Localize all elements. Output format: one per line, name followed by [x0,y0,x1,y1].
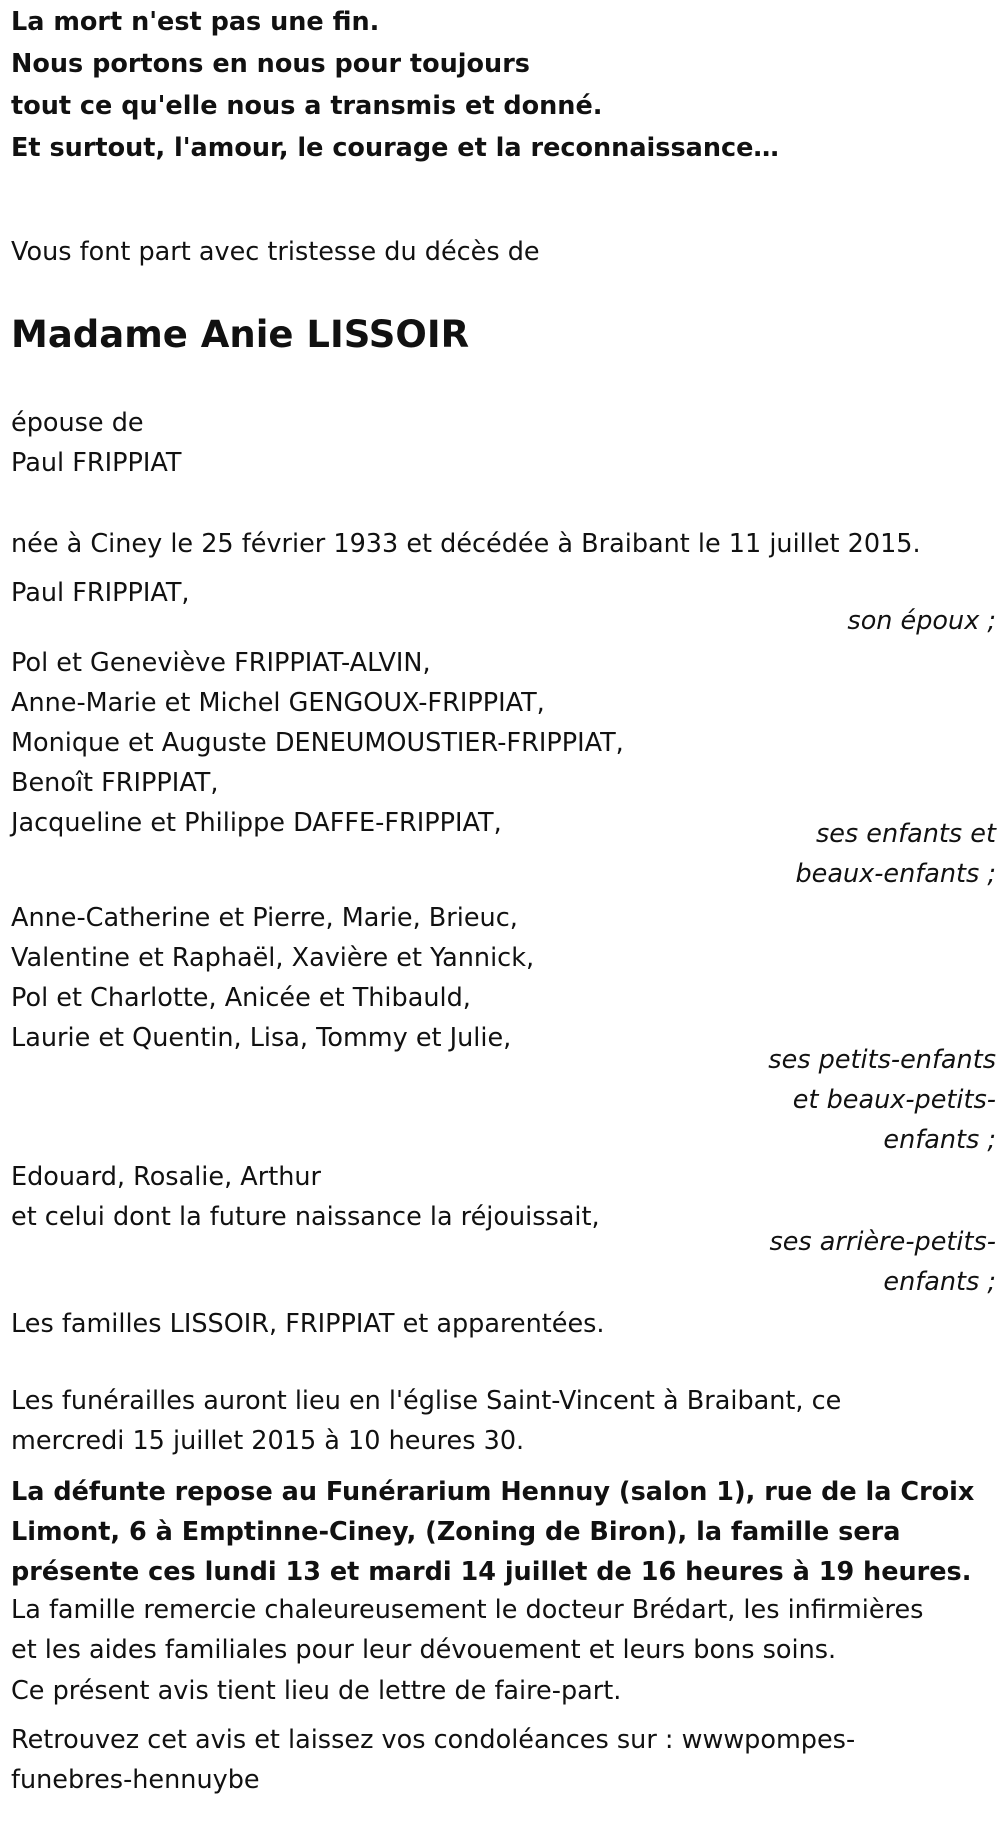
grandchild-line: Anne-Catherine et Pierre, Marie, Brieuc, [11,903,518,933]
great-grandchild-line: et celui dont la future naissance la réjouissait, [11,1202,600,1232]
visitation-info [11,1472,1000,1592]
family-spouse-role [847,601,996,641]
funeral-info [11,1381,1000,1461]
child-line: Anne-Marie et Michel GENGOUX-FRIPPIAT, [11,688,545,718]
visitation-line: Limont, 6 à Emptinne-Ciney, (Zoning de Biron), la famille sera [11,1517,901,1547]
child-line: Jacqueline et Philippe DAFFE-FRIPPIAT, [11,808,502,838]
role-line: ses arrière-petits- [769,1227,996,1257]
condolences-line: Retrouvez cet avis et laissez vos condoléances sur : wwwpompes- [11,1725,856,1755]
condolences-text [11,1720,1000,1800]
poem-line-4: Et surtout, l'amour, le courage et la reconnaissance… [11,133,779,163]
great-grandchild-line: Edouard, Rosalie, Arthur [11,1162,322,1192]
poem-line-2: Nous portons en nous pour toujours [11,49,530,79]
child-line: Benoît FRIPPIAT, [11,768,219,798]
family-spouse-name: Paul FRIPPIAT, [11,578,190,608]
visitation-line: présente ces lundi 13 et mardi 14 juillet de 16 heures à 19 heures. [11,1557,972,1587]
deceased-name: Madame Anie LISSOIR [11,313,470,356]
role-line: et beaux-petits- [792,1085,996,1115]
spouse-label: épouse de [11,408,144,438]
family-great-grandchildren-role [769,1222,996,1302]
poem-line-3: tout ce qu'elle nous a transmis et donné. [11,91,603,121]
family-children-role [795,814,996,894]
spouse-name: Paul FRIPPIAT [11,448,182,478]
family-grandchildren-role [768,1040,996,1160]
role-line: son époux ; [847,606,996,636]
notice-text: Ce présent avis tient lieu de lettre de faire-part. [11,1676,622,1706]
role-line: enfants ; [883,1267,996,1297]
funeral-line: mercredi 15 juillet 2015 à 10 heures 30. [11,1426,525,1456]
spouse-info [11,403,1000,483]
role-line: ses enfants et [815,819,996,849]
intro-text: Vous font part avec tristesse du décès de [11,237,540,267]
extended-families: Les familles LISSOIR, FRIPPIAT et apparentées. [11,1309,605,1339]
birth-death-info: née à Ciney le 25 février 1933 et décédée à Braibant le 11 juillet 2015. [11,529,921,559]
condolences-line: funebres-hennuybe [11,1765,260,1795]
grandchild-line: Laurie et Quentin, Lisa, Tommy et Julie, [11,1023,512,1053]
grandchild-line: Pol et Charlotte, Anicée et Thibauld, [11,983,471,1013]
role-line: enfants ; [883,1125,996,1155]
thanks-text [11,1590,1000,1670]
poem-line-1: La mort n'est pas une fin. [11,7,380,37]
family-children [11,643,1000,843]
grandchild-line: Valentine et Raphaël, Xavière et Yannick, [11,943,535,973]
poem [11,2,1000,170]
funeral-line: Les funérailles auront lieu en l'église Saint-Vincent à Braibant, ce [11,1386,842,1416]
child-line: Pol et Geneviève FRIPPIAT-ALVIN, [11,648,431,678]
child-line: Monique et Auguste DENEUMOUSTIER-FRIPPIAT, [11,728,624,758]
thanks-line: et les aides familiales pour leur dévouement et leurs bons soins. [11,1635,837,1665]
thanks-line: La famille remercie chaleureusement le docteur Brédart, les infirmières [11,1595,924,1625]
family-grandchildren [11,898,1000,1058]
role-line: ses petits-enfants [768,1045,996,1075]
role-line: beaux-enfants ; [795,859,996,889]
visitation-line: La défunte repose au Funérarium Hennuy (salon 1), rue de la Croix [11,1477,975,1507]
